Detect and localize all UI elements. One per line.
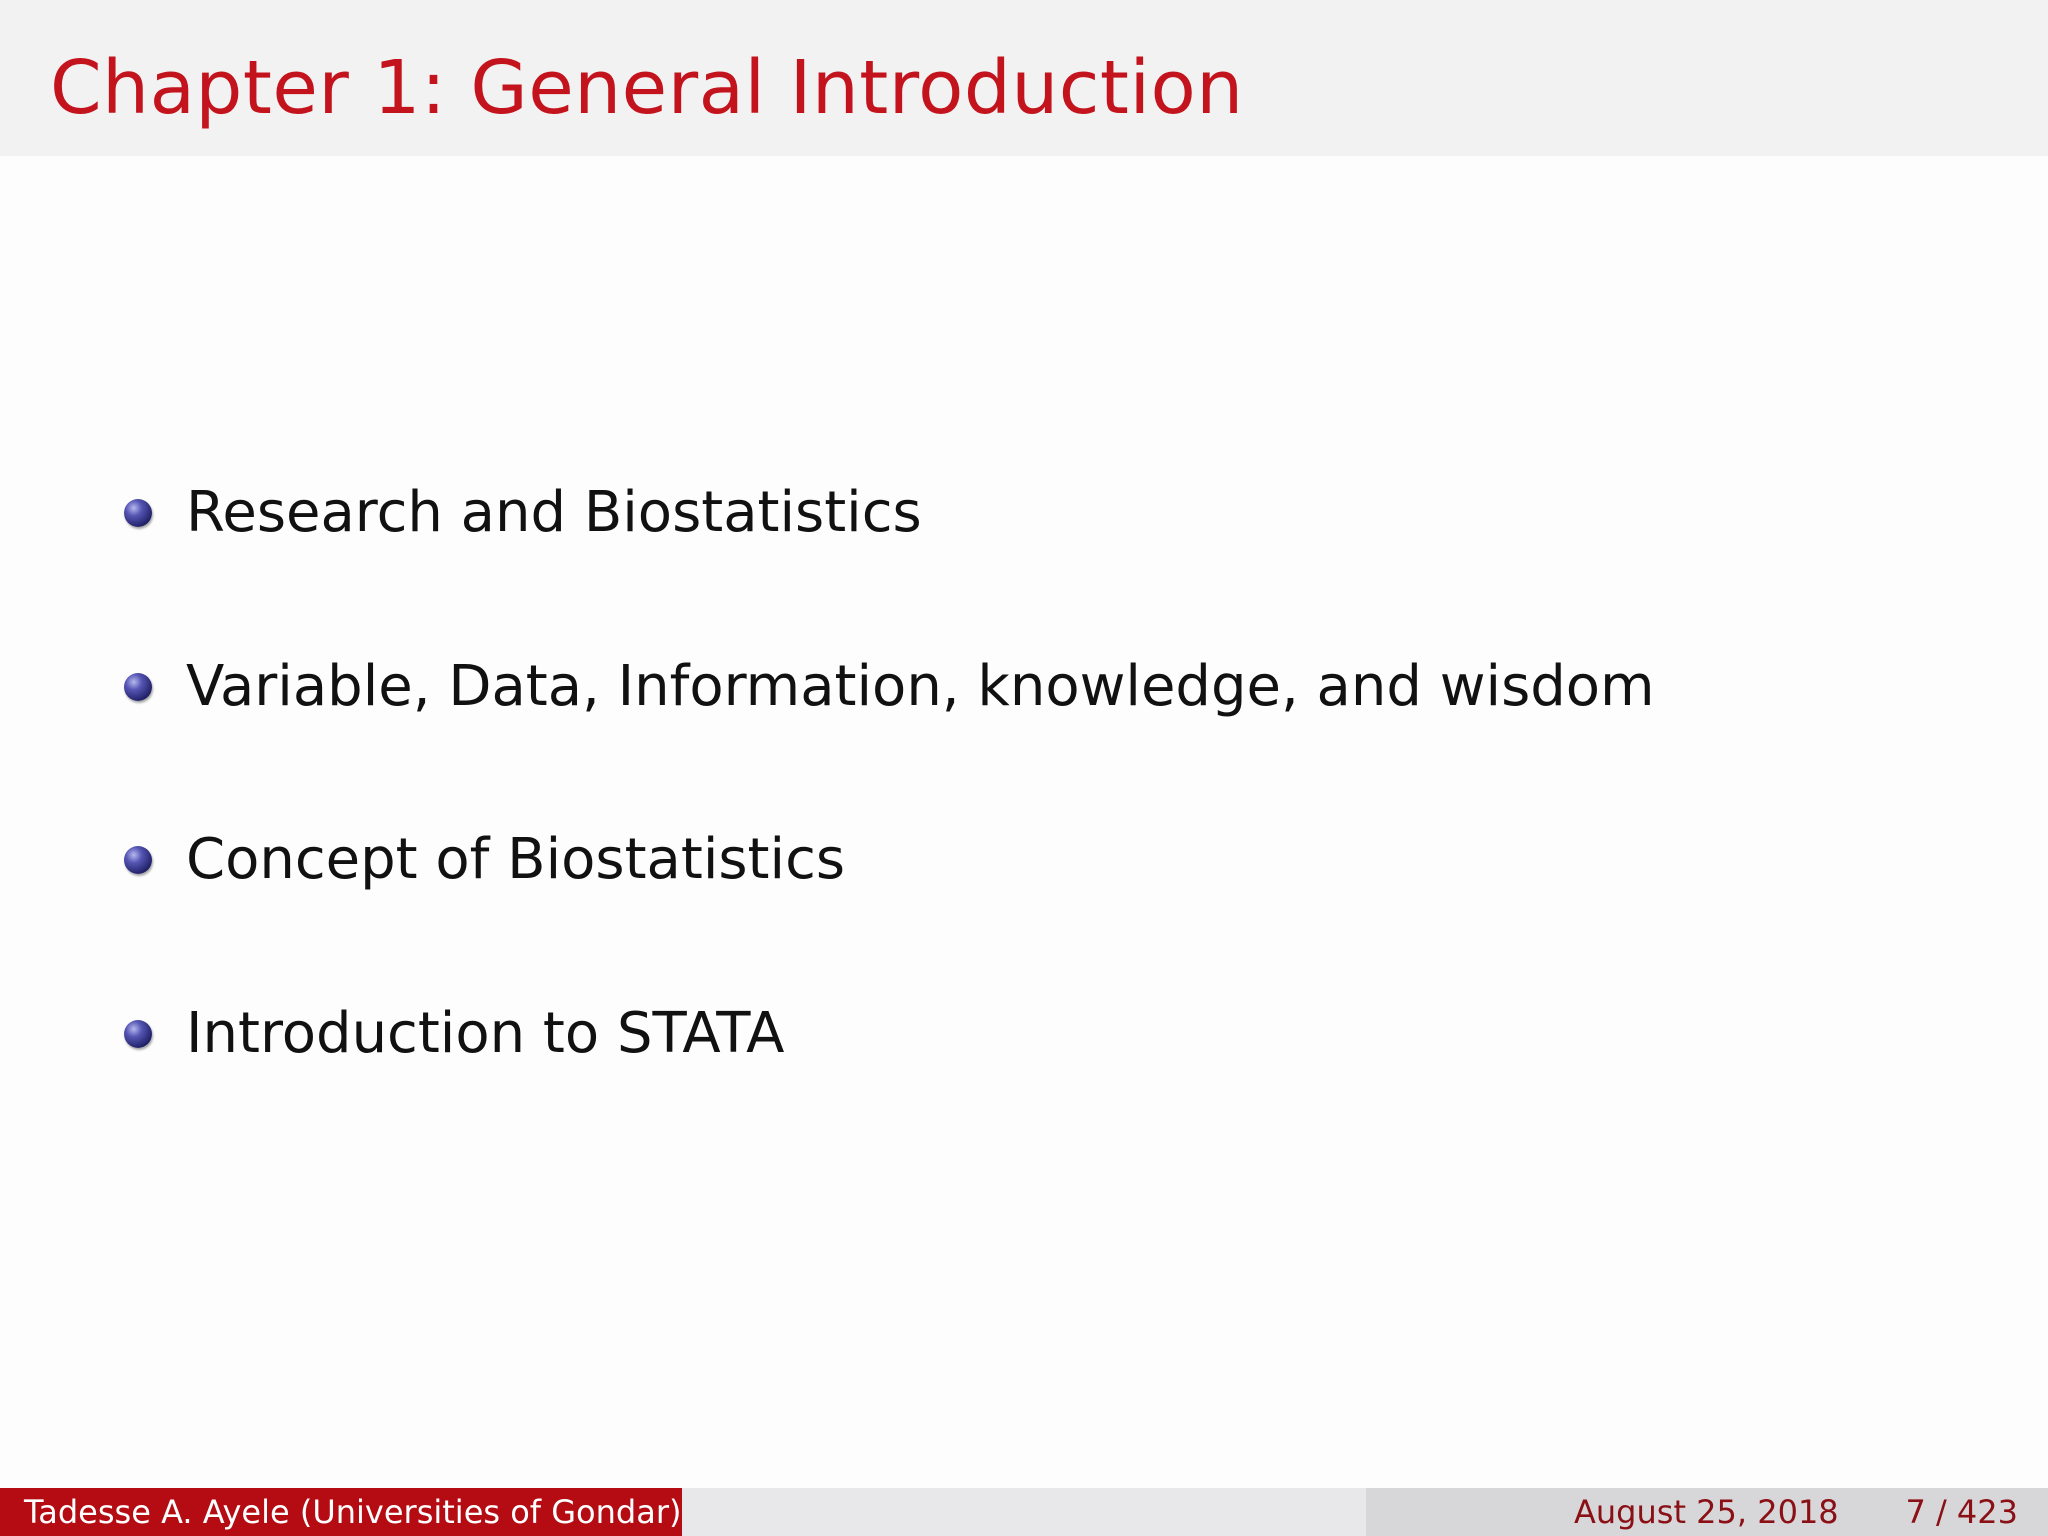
footer-title-block <box>682 1488 1366 1536</box>
bullet-item <box>124 647 1655 727</box>
bullet-icon <box>124 1020 152 1048</box>
bullet-icon <box>124 846 152 874</box>
slide-title: Chapter 1: General Introduction <box>50 45 1244 131</box>
bullet-item <box>124 820 845 900</box>
footer-date: August 25, 2018 <box>1574 1493 1839 1531</box>
slide-footer <box>0 1488 2048 1536</box>
bullet-icon <box>124 673 152 701</box>
bullet-icon <box>124 499 152 527</box>
bullet-text: Variable, Data, Information, knowledge, and wisdom <box>186 654 1655 719</box>
footer-info <box>1366 1488 2048 1536</box>
bullet-text: Research and Biostatistics <box>186 480 922 545</box>
footer-author: Tadesse A. Ayele (Universities of Gondar) <box>0 1488 682 1536</box>
bullet-item <box>124 994 784 1074</box>
bullet-item <box>124 473 922 553</box>
bullet-text: Introduction to STATA <box>186 1001 785 1066</box>
page-number: 7 / 423 <box>1905 1493 2018 1531</box>
bullet-text: Concept of Biostatistics <box>186 827 846 892</box>
